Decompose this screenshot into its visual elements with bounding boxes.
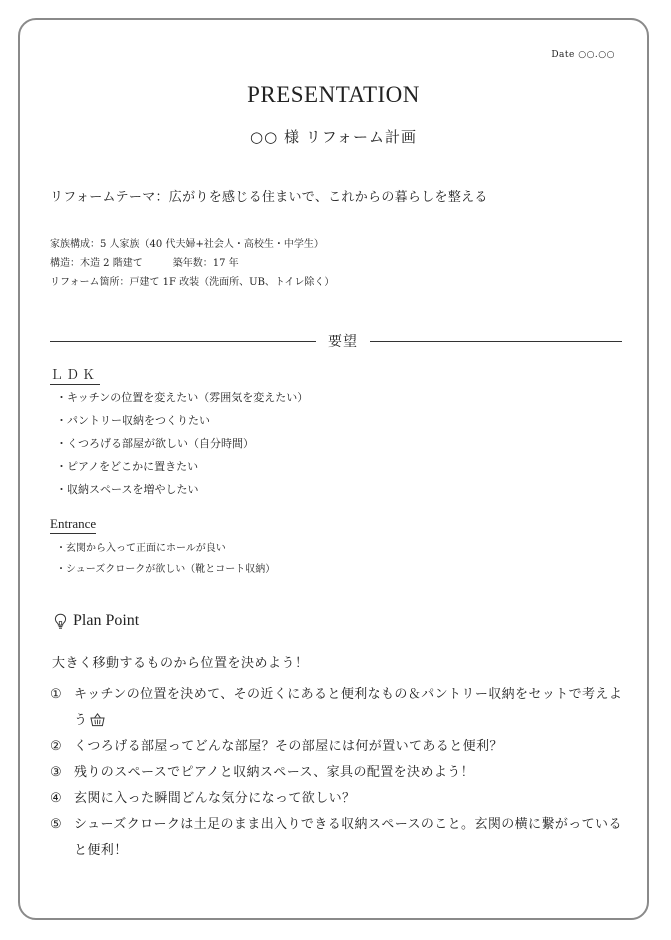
list-item: ・シューズクロークが欲しい（靴とコート収納）	[56, 564, 276, 575]
point-number: ②	[50, 739, 63, 754]
basket-icon	[90, 712, 105, 727]
point-number: ⑤	[50, 817, 63, 832]
point-number: ④	[50, 791, 63, 806]
point-text: 残りのスペースでピアノと収納スペース、家具の配置を決めよう！	[74, 765, 475, 780]
requests-divider	[50, 331, 622, 353]
plan-point-item	[50, 682, 626, 734]
reform-location: リフォーム箇所：戸建て 1F 改装（洗面所、UB、トイレ除く）	[50, 277, 335, 288]
point-text: 玄関に入った瞬間どんな気分になって欲しい？	[74, 791, 356, 806]
reform-theme: リフォームテーマ：広がりを感じる住まいで、これからの暮らしを整える	[50, 190, 488, 205]
point-number: ①	[50, 687, 63, 702]
plan-point-item	[50, 786, 626, 812]
point-number: ③	[50, 765, 63, 780]
list-item: ・収納スペースを増やしたい	[56, 483, 199, 496]
list-item: ・玄関から入って正面にホールが良い	[56, 543, 226, 554]
list-item: ・キッチンの位置を変えたい（雰囲気を変えたい）	[56, 391, 309, 404]
ldk-heading: ＬＤＫ	[50, 364, 100, 385]
ldk-request-list	[56, 386, 308, 501]
requests-heading: 要望	[328, 334, 358, 350]
household-info	[50, 235, 334, 292]
building-structure: 構造：木造 2 階建て	[50, 258, 143, 269]
plan-lead-text: 大きく移動するものから位置を決めよう！	[52, 656, 309, 671]
list-item: ・くつろげる部屋が欲しい（自分時間）	[56, 437, 254, 450]
point-text: キッチンの位置を決めて、その近くにあると便利なもの＆パントリー収納をセットで考えよう	[74, 687, 623, 728]
plan-point-list	[50, 682, 626, 864]
point-text: くつろげる部屋ってどんな部屋？その部屋には何が置いてあると便利？	[74, 739, 503, 754]
entrance-heading: Entrance	[50, 516, 96, 534]
plan-point-title: Plan Point	[73, 612, 140, 629]
document-sheet	[18, 18, 649, 920]
building-age: 築年数：17 年	[172, 258, 239, 269]
point-text: シューズクロークは土足のまま出入りできる収納スペースのこと。玄関の横に繋がっていると便利！	[74, 817, 622, 858]
divider-line-left	[50, 341, 316, 342]
list-item: ・ピアノをどこかに置きたい	[56, 460, 199, 473]
plan-point-heading	[54, 612, 139, 630]
plan-point-item	[50, 734, 626, 760]
page-title: PRESENTATION	[247, 82, 420, 107]
list-item: ・パントリー収納をつくりたい	[56, 414, 210, 427]
plan-point-item	[50, 812, 626, 864]
structure-row	[50, 254, 334, 273]
lightbulb-icon	[54, 613, 67, 630]
divider-line-right	[370, 341, 622, 342]
entrance-request-list	[56, 538, 275, 580]
page-subtitle: ○○ 様 リフォーム計画	[250, 128, 417, 146]
date-label: Date ○○.○○	[551, 50, 615, 60]
family-composition: 家族構成：5 人家族（40 代夫婦+社会人・高校生・中学生）	[50, 239, 324, 250]
plan-point-item	[50, 760, 626, 786]
